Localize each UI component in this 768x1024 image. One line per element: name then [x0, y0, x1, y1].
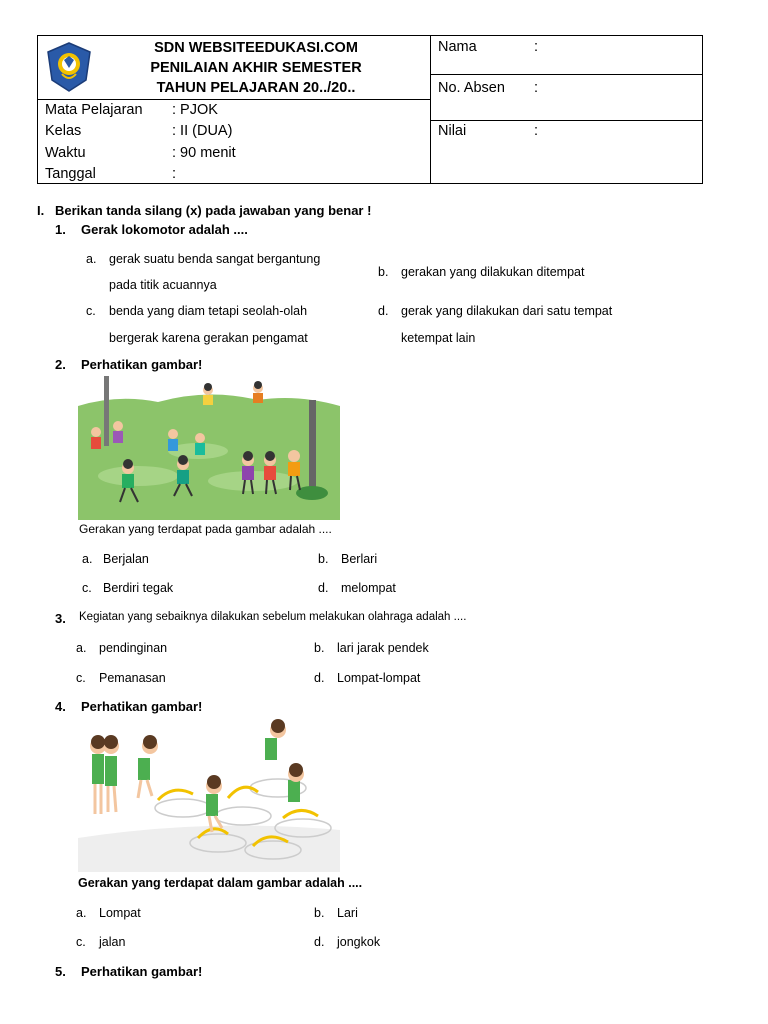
- class-value: : II (DUA): [172, 123, 233, 139]
- q1-option-b-text: gerakan yang dilakukan ditempat: [401, 265, 585, 279]
- q2-option-a-letter[interactable]: a.: [82, 552, 93, 566]
- q3-text: Kegiatan yang sebaiknya dilakukan sebelum melakukan olahraga adalah ....: [79, 611, 467, 623]
- q3-number: 3.: [55, 611, 66, 626]
- q1-option-d-text: gerak yang dilakukan dari satu tempat: [401, 304, 613, 318]
- name-field[interactable]: :: [534, 39, 539, 55]
- score-field[interactable]: :: [534, 123, 539, 139]
- q3-option-c-letter[interactable]: c.: [76, 671, 86, 685]
- q4-option-b-text: Lari: [337, 906, 358, 920]
- time-value: : 90 menit: [172, 145, 236, 161]
- q4-option-a-text: Lompat: [99, 906, 141, 920]
- q1-option-c-text: benda yang diam tetapi seolah-olah: [109, 304, 308, 318]
- q3-option-c-text: Pemanasan: [99, 671, 166, 685]
- q2-option-c-text: Berdiri tegak: [103, 581, 174, 595]
- q1-option-d-letter[interactable]: d.: [378, 304, 389, 318]
- q1-option-c-text-2: bergerak karena gerakan pengamat: [109, 331, 308, 345]
- date-label: Tanggal: [45, 166, 96, 182]
- q3-option-b-letter[interactable]: b.: [314, 641, 325, 655]
- q2-option-d-letter[interactable]: d.: [318, 581, 329, 595]
- section-number: I.: [37, 203, 45, 218]
- children-jumping-illustration: [78, 718, 340, 872]
- q2-number: 2.: [55, 357, 66, 372]
- q4-text: Perhatikan gambar!: [81, 699, 203, 714]
- q2-option-c-letter[interactable]: c.: [82, 581, 92, 595]
- name-label: Nama: [438, 39, 477, 55]
- school-logo-icon: [42, 40, 96, 94]
- q3-option-b-text: lari jarak pendek: [337, 641, 429, 655]
- q3-option-a-letter[interactable]: a.: [76, 641, 87, 655]
- q1-option-a-text: gerak suatu benda sangat bergantung: [109, 252, 321, 266]
- q4-option-b-letter[interactable]: b.: [314, 906, 325, 920]
- q4-number: 4.: [55, 699, 66, 714]
- q4-option-d-text: jongkok: [337, 935, 381, 949]
- q2-caption: Gerakan yang terdapat pada gambar adalah ....: [79, 522, 332, 536]
- q5-text: Perhatikan gambar!: [81, 964, 203, 979]
- section-instruction: Berikan tanda silang (x) pada jawaban yang benar !: [55, 203, 372, 218]
- exam-title: PENILAIAN AKHIR SEMESTER: [150, 60, 362, 76]
- academic-year: TAHUN PELAJARAN 20../20..: [156, 80, 356, 96]
- q3-option-d-text: Lompat-lompat: [337, 671, 421, 685]
- exam-header: [37, 35, 703, 184]
- q4-option-c-letter[interactable]: c.: [76, 935, 86, 949]
- q1-option-a-letter[interactable]: a.: [86, 252, 97, 266]
- absen-field[interactable]: :: [534, 80, 539, 96]
- class-label: Kelas: [45, 123, 82, 139]
- subject-label: Mata Pelajaran: [45, 102, 143, 118]
- q1-option-c-letter[interactable]: c.: [86, 304, 96, 318]
- q2-text: Perhatikan gambar!: [81, 357, 203, 372]
- q1-option-b-letter[interactable]: b.: [378, 265, 389, 279]
- q2-option-a-text: Berjalan: [103, 552, 149, 566]
- absen-label: No. Absen: [438, 80, 505, 96]
- q1-option-d-text-2: ketempat lain: [401, 331, 476, 345]
- time-label: Waktu: [45, 145, 86, 161]
- q2-option-d-text: melompat: [341, 581, 396, 595]
- q3-option-d-letter[interactable]: d.: [314, 671, 325, 685]
- q1-text: Gerak lokomotor adalah ....: [81, 222, 248, 237]
- q4-option-c-text: jalan: [99, 935, 126, 949]
- q3-option-a-text: pendinginan: [99, 641, 168, 655]
- date-value: :: [172, 166, 177, 182]
- q4-caption: Gerakan yang terdapat dalam gambar adalah ....: [78, 876, 363, 890]
- q1-number: 1.: [55, 222, 66, 237]
- q4-option-a-letter[interactable]: a.: [76, 906, 87, 920]
- score-label: Nilai: [438, 123, 467, 139]
- q5-number: 5.: [55, 964, 66, 979]
- subject-value: : PJOK: [172, 102, 218, 118]
- q1-option-a-text-2: pada titik acuannya: [109, 278, 217, 292]
- school-name: SDN WEBSITEEDUKASI.COM: [154, 40, 358, 56]
- q2-option-b-letter[interactable]: b.: [318, 552, 329, 566]
- q4-option-d-letter[interactable]: d.: [314, 935, 325, 949]
- children-running-illustration: [78, 376, 340, 520]
- q2-option-b-text: Berlari: [341, 552, 378, 566]
